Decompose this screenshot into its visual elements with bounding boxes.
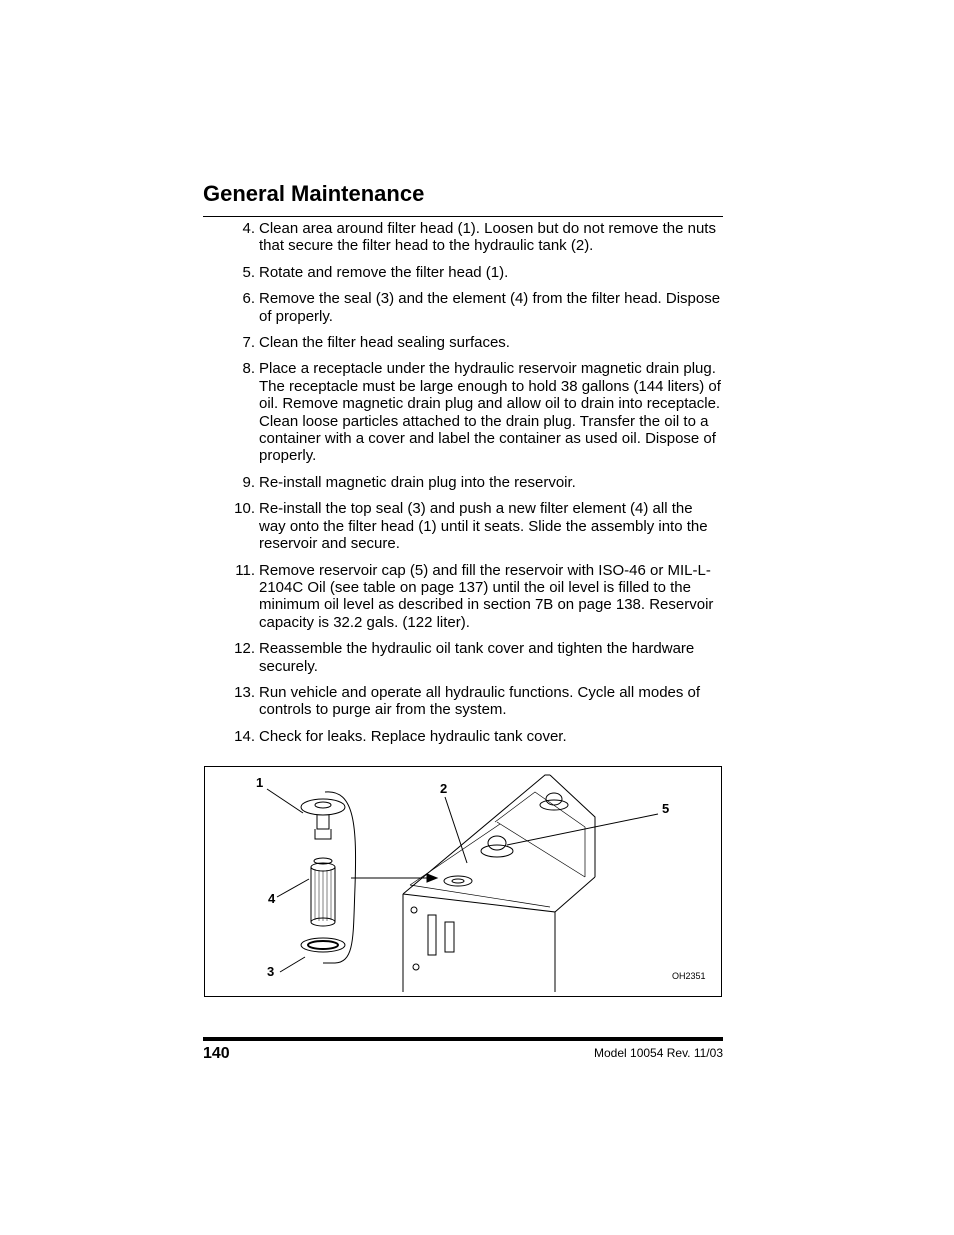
step-item bbox=[203, 684, 723, 719]
step-item bbox=[203, 220, 723, 255]
step-text: Re-install the top seal (3) and push a new filter element (4) all the way onto the filter head (1) until it seats. Slide the assembly into the reservoir and secure. bbox=[259, 500, 708, 553]
step-item bbox=[203, 640, 723, 675]
filter-head bbox=[301, 799, 345, 815]
step-text: Remove the seal (3) and the element (4) from the filter head. Dispose of properly. bbox=[259, 290, 721, 325]
step-item bbox=[203, 728, 723, 745]
step-number: 10. bbox=[234, 500, 255, 518]
title-rule bbox=[203, 216, 723, 217]
step-number: 7. bbox=[242, 334, 255, 352]
step-text: Check for leaks. Replace hydraulic tank cover. bbox=[259, 727, 567, 745]
filter-reservoir-illustration bbox=[205, 767, 721, 996]
step-text: Run vehicle and operate all hydraulic functions. Cycle all modes of controls to purge air from the system. bbox=[259, 683, 701, 719]
step-item bbox=[203, 500, 723, 552]
step-text: Clean the filter head sealing surfaces. bbox=[259, 334, 510, 352]
step-text: Remove reservoir cap (5) and fill the reservoir with ISO-46 or MIL-L-2104C Oil (see table on page 137) until the oil level is filled to the minimum oil level as described in section 7B on page 138. Reservoir capacity is 32.2 gals. (122 liter). bbox=[259, 561, 714, 631]
reservoir-tank bbox=[403, 775, 550, 894]
step-text: Reassemble the hydraulic oil tank cover and tighten the hardware securely. bbox=[259, 640, 695, 675]
step-number: 13. bbox=[234, 683, 255, 701]
reservoir-cap bbox=[481, 845, 513, 857]
step-number: 12. bbox=[234, 640, 255, 658]
step-number: 11. bbox=[235, 561, 255, 579]
step-number: 8. bbox=[242, 360, 255, 378]
step-text: Clean area around filter head (1). Loosen but do not remove the nuts that secure the filter head to the hydraulic tank (2). bbox=[259, 220, 716, 255]
hydraulic-filter-figure bbox=[204, 766, 722, 997]
step-item bbox=[203, 474, 723, 491]
callout-5: 5 bbox=[662, 801, 670, 816]
footer-rule bbox=[203, 1037, 723, 1041]
callout-3: 3 bbox=[267, 964, 275, 979]
step-item bbox=[203, 360, 723, 464]
step-item bbox=[203, 334, 723, 351]
procedure-steps bbox=[203, 220, 723, 754]
step-number: 5. bbox=[242, 263, 255, 281]
step-text: Place a receptacle under the hydraulic reservoir magnetic drain plug. The receptacle must be large enough to hold 38 gallons (144 liters) of oil. Remove magnetic drain plug and allow oil to drain into receptacle. Clean loose particles attached to the drain plug. Transfer the oil to a container with a cover and label the container as used oil. Dispose of properly. bbox=[259, 360, 721, 465]
step-number: 9. bbox=[242, 473, 255, 491]
figure-code: OH2351 bbox=[672, 971, 706, 981]
callout-4: 4 bbox=[268, 891, 276, 906]
sight-gauge bbox=[428, 915, 436, 955]
callout-1: 1 bbox=[256, 775, 264, 790]
step-number: 6. bbox=[242, 290, 255, 308]
step-number: 4. bbox=[242, 220, 255, 237]
step-text: Rotate and remove the filter head (1). bbox=[259, 263, 509, 281]
step-item bbox=[203, 562, 723, 632]
page-number: 140 bbox=[203, 1045, 230, 1062]
callout-2: 2 bbox=[440, 781, 448, 796]
section-title: General Maintenance bbox=[203, 181, 425, 206]
model-revision: Model 10054 Rev. 11/03 bbox=[594, 1046, 723, 1060]
tank-port bbox=[444, 876, 472, 886]
step-number: 14. bbox=[234, 727, 255, 745]
step-text: Re-install magnetic drain plug into the reservoir. bbox=[259, 473, 576, 491]
assembly-outline bbox=[323, 792, 356, 963]
step-item bbox=[203, 264, 723, 281]
step-item bbox=[203, 290, 723, 325]
